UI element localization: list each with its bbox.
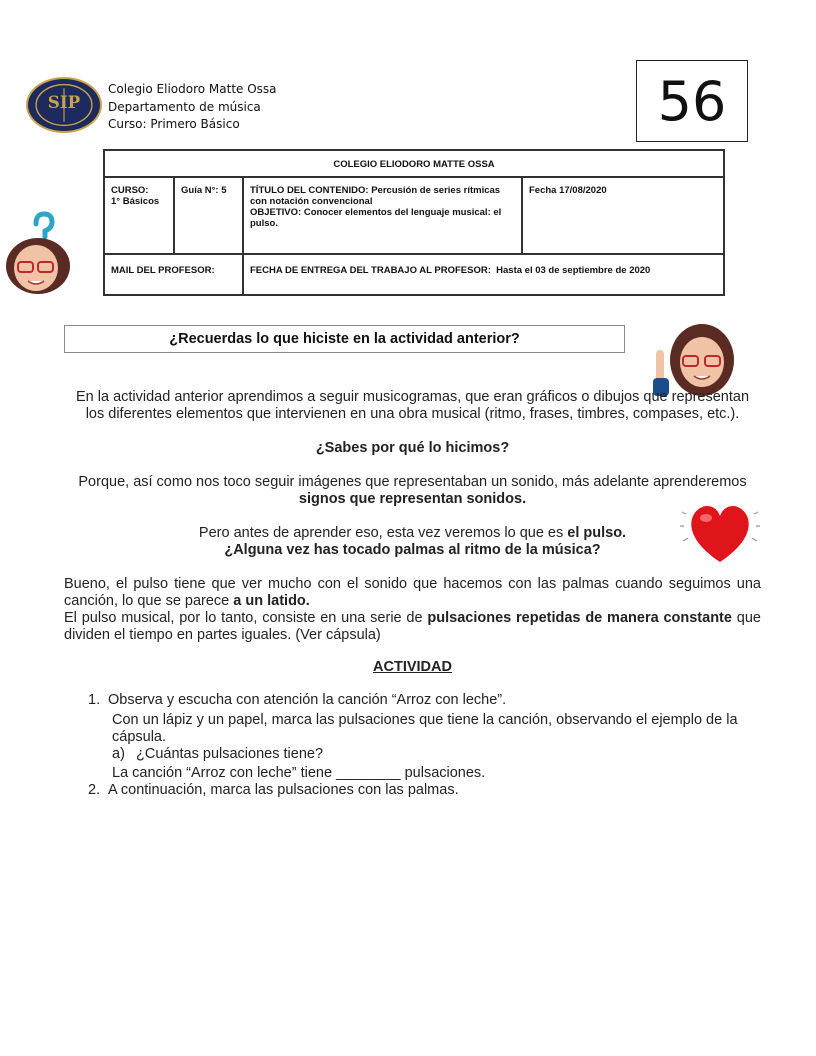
definition-bold: pulsaciones repetidas de manera constante (427, 610, 732, 626)
page-number-box (636, 60, 748, 142)
item-1-answer-line[interactable]: La canción “Arroz con leche” tiene ________ pulsaciones. (112, 765, 486, 781)
activity-title-wrap (64, 659, 761, 676)
school-header (108, 81, 277, 134)
item-1a-label: a) (112, 746, 125, 762)
teacher-avatar-pointing (650, 320, 740, 400)
course-info-table (103, 149, 725, 296)
fecha-value: Fecha 17/08/2020 (529, 185, 607, 196)
activity-item-1 (88, 692, 758, 709)
activity-item-1-sub (112, 712, 752, 746)
table-row-details (105, 178, 723, 255)
curso-cell (105, 178, 175, 253)
pulse-line-2: ¿Alguna vez has tocado palmas al ritmo de la música? (224, 542, 601, 558)
item-2-number: 2. (88, 782, 101, 798)
item-1a-question: ¿Cuántas pulsaciones tiene? (136, 746, 324, 762)
pulse-line-1-text: Pero antes de aprender eso, esta vez veremos lo que es (198, 525, 568, 541)
pulse-line-1-bold: el pulso. (567, 525, 627, 541)
heartbeat-text: Bueno, el pulso tiene que ver mucho con el sonido que hacemos con las palmas cuando seguimos una canción, lo que se parece (64, 576, 761, 609)
titulo-cell (244, 178, 523, 253)
why-question: ¿Sabes por qué lo hicimos? (315, 440, 510, 456)
intro-line-2: los diferentes elementos que intervienen en una obra musical (ritmo, frases, timbres, compases, etc.). (85, 406, 740, 422)
item-1-text: Observa y escucha con atención la canción “Arroz con leche”. (108, 692, 507, 708)
table-row-contact (105, 255, 723, 294)
paragraph-intro (64, 389, 761, 423)
item-1-number: 1. (88, 692, 101, 708)
school-logo (26, 77, 102, 133)
entrega-value: Hasta el 03 de septiembre de 2020 (496, 265, 651, 276)
definition-text-c: que dividen el tiempo en partes iguales. (Ver cápsula) (64, 610, 761, 643)
intro-line-1: En la actividad anterior aprendimos a seguir musicogramas, que eran gráficos o dibujos que representan (75, 389, 750, 405)
mail-label: MAIL DEL PROFESOR: (111, 265, 215, 276)
department-name: Departamento de música (108, 99, 261, 114)
guia-cell (175, 178, 244, 253)
entrega-label: FECHA DE ENTREGA DEL TRABAJO AL PROFESOR: (250, 265, 491, 276)
recall-question: ¿Recuerdas lo que hiciste en la actividad anterior? (169, 331, 520, 347)
activity-title: ACTIVIDAD (373, 659, 452, 675)
svg-text:SIP: SIP (47, 91, 81, 112)
curso-value: 1° Básicos (111, 196, 160, 207)
curso-label: CURSO: (111, 185, 149, 196)
recall-question-box (64, 325, 625, 353)
definition-text-a: El pulso musical, por lo tanto, consiste en una serie de (64, 610, 428, 626)
paragraph-pulse-intro (64, 525, 761, 559)
heartbeat-bold: a un latido. (233, 593, 310, 609)
teacher-avatar-question (0, 210, 82, 294)
paragraph-why (64, 440, 761, 457)
paragraph-definition (64, 610, 761, 644)
because-line-1: Porque, así como nos toco seguir imágenes que representaban un sonido, más adelante aprenderemos (78, 474, 747, 490)
item-2-text: A continuación, marca las pulsaciones con las palmas. (108, 782, 459, 798)
paragraph-because (64, 474, 761, 508)
activity-item-1-answer (112, 765, 752, 782)
titulo-value: Percusión de series rítmicas con notación convencional (250, 185, 501, 207)
because-line-2: signos que representan sonidos. (298, 491, 527, 507)
pulse-line-1 (64, 525, 761, 542)
objetivo-label: OBJETIVO: (250, 207, 302, 218)
activity-item-1a (112, 746, 752, 763)
table-title: COLEGIO ELIODORO MATTE OSSA (105, 151, 723, 178)
activity-item-2 (88, 782, 758, 799)
guia-value: Guía N°: 5 (181, 185, 227, 196)
page-number: 56 (657, 69, 727, 133)
school-name: Colegio Eliodoro Matte Ossa (108, 82, 277, 96)
paragraph-heartbeat (64, 576, 761, 610)
entrega-cell (244, 255, 723, 294)
objetivo-value: Conocer elementos del lenguaje musical: el pulso. (250, 207, 502, 229)
fecha-cell (523, 178, 723, 253)
titulo-label: TÍTULO DEL CONTENIDO: (250, 185, 369, 196)
item-1-instructions: Con un lápiz y un papel, marca las pulsaciones que tiene la canción, observando el ejemplo de la cápsula. (112, 712, 738, 745)
mail-cell (105, 255, 244, 294)
course-name: Curso: Primero Básico (108, 117, 240, 131)
